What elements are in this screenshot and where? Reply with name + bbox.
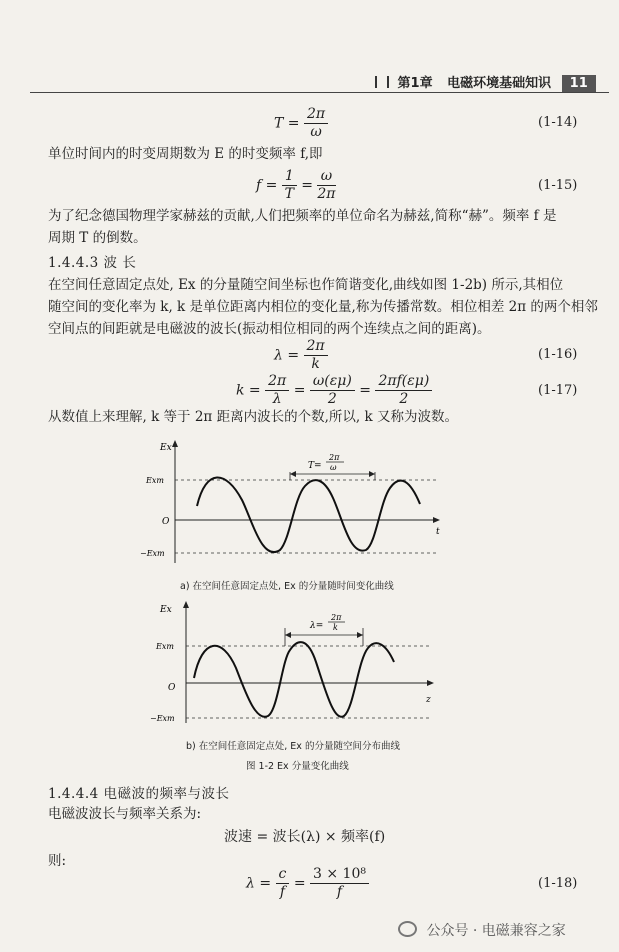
period-arrow-right-a xyxy=(369,471,375,477)
sine-curve-b xyxy=(194,642,394,717)
neg-exm-label-a: −Exm xyxy=(140,549,165,558)
paragraph-wavelength-2: 随空间的变化率为 k, k 是单位距离内相位的变化量,称为传播常数。相位相差 2π 的两个相邻 xyxy=(48,299,598,315)
equation-number-1-16: (1-16) xyxy=(538,347,578,362)
section-heading-wavelength: 1.4.4.3 波 长 xyxy=(48,255,137,271)
period-num-b: 2π xyxy=(331,613,342,622)
equation-number-1-15: (1-15) xyxy=(538,178,578,193)
paragraph-frequency: 单位时间内的时变周期数为 E 的时变频率 f,即 xyxy=(48,146,323,162)
period-num-a: 2π xyxy=(329,453,340,462)
equation-number-1-14: (1-14) xyxy=(538,115,578,130)
y-arrow-b xyxy=(183,601,189,608)
sine-curve-a xyxy=(197,477,420,552)
x-arrow-b xyxy=(427,680,434,686)
period-lhs-a: T= xyxy=(308,461,322,471)
equation-1-15: f = $\frac{1}{T}$ = $\frac{\omega}{2\pi}$ xyxy=(256,168,336,202)
figure-1-2b xyxy=(148,598,448,733)
figure-caption: 图 1-2 Ex 分量变化曲线 xyxy=(246,761,349,772)
chapter-icon xyxy=(375,76,389,88)
ex-label-a: Ex xyxy=(160,443,172,453)
watermark-text: 公众号 · 电磁兼容之家 xyxy=(426,923,566,939)
y-arrow-a xyxy=(172,440,178,447)
period-arrow-right-b xyxy=(357,632,363,638)
figure-caption-b: b) 在空间任意固定点处, Ex 的分量随空间分布曲线 xyxy=(186,741,400,752)
x-label-a: t xyxy=(436,527,440,537)
page-number: 11 xyxy=(562,75,596,92)
origin-label-a: O xyxy=(162,517,170,527)
chapter-header xyxy=(375,72,596,91)
paragraph-wavenumber: 从数值上来理解, k 等于 2π 距离内波长的个数,所以, k 又称为波数。 xyxy=(48,409,458,425)
x-arrow-a xyxy=(433,517,440,523)
header-rule xyxy=(30,92,609,93)
origin-label-b: O xyxy=(168,683,176,693)
equation-wave-speed: 波速 = 波长(λ) × 频率(f) xyxy=(224,829,386,845)
wechat-icon xyxy=(398,921,417,937)
neg-exm-label-b: −Exm xyxy=(150,714,175,723)
figure-caption-a: a) 在空间任意固定点处, Ex 的分量随时间变化曲线 xyxy=(180,581,394,592)
ex-label-b: Ex xyxy=(160,605,172,615)
equation-1-18: λ = $\frac{c}{f}$ = $\frac{\text{3 × 10⁸}}{f}$ xyxy=(246,866,369,901)
paragraph-hertz-1: 为了纪念德国物理学家赫兹的贡献,人们把频率的单位命名为赫兹,简称“赫”。频率 f 是 xyxy=(48,208,557,224)
period-den-a: ω xyxy=(330,463,337,472)
watermark xyxy=(398,920,566,940)
x-label-b: z xyxy=(426,695,431,705)
equation-1-16: λ = $\frac{2\pi}{k}$ xyxy=(274,338,328,373)
equation-1-17: k = $\frac{2\pi}{\lambda}$ = $\frac{\omega(\varepsilon\mu)}{2}$ = $\frac{2\pi f(\varepsilon\mu)}{2}$ xyxy=(236,373,432,408)
chapter-label: 第1章 xyxy=(397,76,433,91)
period-lhs-b: λ= xyxy=(310,621,324,631)
paragraph-wavelength-3: 空间点的间距就是电磁波的波长(振动相位相同的两个连续点之间的距离)。 xyxy=(48,321,491,337)
paragraph-wavelength-1: 在空间任意固定点处, Ex 的分量随空间坐标也作简谐变化,曲线如图 1-2b) 所示,其相位 xyxy=(48,277,564,293)
equation-number-1-17: (1-17) xyxy=(538,383,578,398)
period-arrow-left-b xyxy=(285,632,291,638)
exm-label-a: Exm xyxy=(146,476,164,485)
equation-1-14: T = $\frac{2\pi}{\omega}$ xyxy=(274,106,328,141)
period-arrow-left-a xyxy=(290,471,296,477)
equation-number-1-18: (1-18) xyxy=(538,876,578,891)
chapter-title: 电磁环境基础知识 xyxy=(447,76,552,91)
period-den-b: k xyxy=(333,623,338,632)
exm-label-b: Exm xyxy=(156,642,174,651)
section-heading-freq-wavelength: 1.4.4.4 电磁波的频率与波长 xyxy=(48,786,230,802)
paragraph-then: 则: xyxy=(48,853,67,869)
figure-1-2a xyxy=(140,438,450,578)
paragraph-relation: 电磁波波长与频率关系为: xyxy=(48,806,202,822)
paragraph-hertz-2: 周期 T 的倒数。 xyxy=(48,230,147,246)
